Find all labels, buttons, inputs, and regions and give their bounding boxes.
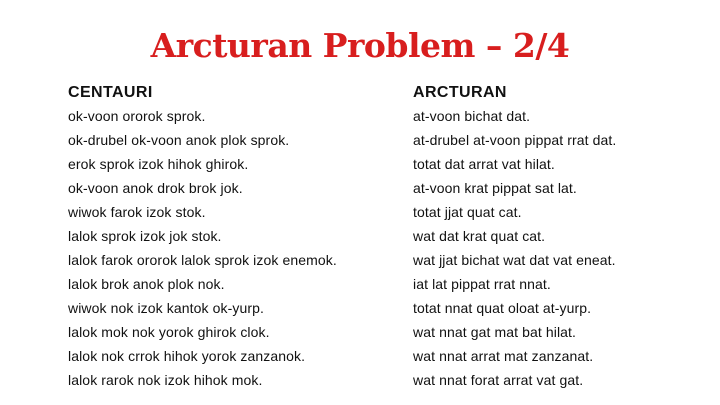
centauri-sentence: lalok brok anok plok nok. bbox=[68, 276, 225, 292]
centauri-sentence: lalok sprok izok jok stok. bbox=[68, 228, 222, 244]
centauri-sentence: erok sprok izok hihok ghirok. bbox=[68, 156, 249, 172]
slide-title: Arcturan Problem – 2/4 bbox=[150, 26, 570, 65]
centauri-sentence: ok-voon anok drok brok jok. bbox=[68, 180, 243, 196]
arcturan-sentence: at-voon bichat dat. bbox=[413, 108, 531, 124]
arcturan-sentence: wat jjat bichat wat dat vat eneat. bbox=[413, 252, 616, 268]
centauri-sentence: lalok rarok nok izok hihok mok. bbox=[68, 372, 263, 388]
centauri-sentence: wiwok farok izok stok. bbox=[68, 204, 206, 220]
arcturan-sentence: at-voon krat pippat sat lat. bbox=[413, 180, 577, 196]
centauri-sentence: lalok farok ororok lalok sprok izok enemok. bbox=[68, 252, 337, 268]
centauri-sentence: wiwok nok izok kantok ok-yurp. bbox=[68, 300, 264, 316]
arcturan-sentence-list bbox=[413, 104, 703, 392]
arcturan-sentence: totat jjat quat cat. bbox=[413, 204, 522, 220]
centauri-sentence-list bbox=[68, 104, 398, 392]
centauri-sentence: lalok mok nok yorok ghirok clok. bbox=[68, 324, 270, 340]
centauri-sentence: ok-drubel ok-voon anok plok sprok. bbox=[68, 132, 290, 148]
centauri-column bbox=[68, 82, 398, 392]
arcturan-sentence: totat nnat quat oloat at-yurp. bbox=[413, 300, 592, 316]
centauri-sentence: ok-voon ororok sprok. bbox=[68, 108, 206, 124]
arcturan-sentence: iat lat pippat rrat nnat. bbox=[413, 276, 551, 292]
centauri-header: CENTAURI bbox=[68, 84, 153, 101]
arcturan-sentence: wat nnat forat arrat vat gat. bbox=[413, 372, 584, 388]
arcturan-sentence: at-drubel at-voon pippat rrat dat. bbox=[413, 132, 617, 148]
arcturan-sentence: wat nnat arrat mat zanzanat. bbox=[413, 348, 594, 364]
centauri-sentence: lalok nok crrok hihok yorok zanzanok. bbox=[68, 348, 306, 364]
arcturan-sentence: wat dat krat quat cat. bbox=[413, 228, 546, 244]
arcturan-column bbox=[413, 82, 703, 392]
arcturan-sentence: wat nnat gat mat bat hilat. bbox=[413, 324, 577, 340]
arcturan-header: ARCTURAN bbox=[413, 84, 507, 101]
arcturan-sentence: totat dat arrat vat hilat. bbox=[413, 156, 555, 172]
